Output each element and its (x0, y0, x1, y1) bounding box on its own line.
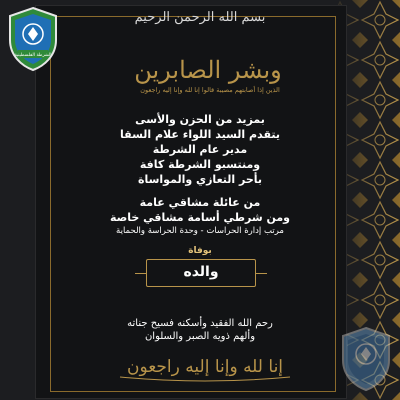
logo-caption: الشرطة الفلسطينية (14, 53, 52, 58)
basmala: بسم الله الرحمن الرحيم (134, 10, 266, 25)
death-label: بوفاة (188, 246, 212, 256)
intro-line: بمزيد من الحزن والأسى (135, 113, 265, 126)
palestinian-police-watermark-icon (338, 326, 394, 392)
closing-text: إنا لله وإنا إليه راجعون (126, 357, 284, 377)
department-line: مرتب إدارة الحراسات - وحدة الحراسة والحماية (116, 226, 284, 236)
relation-box (146, 259, 256, 287)
sender-staff-line: ومنتسبو الشرطة كافة (139, 158, 261, 171)
family-line: من عائلة مشاقي عامة (139, 196, 261, 209)
relation-text: والده (183, 264, 219, 280)
closing-calligraphy (110, 345, 300, 385)
sender-line: يتقدم السيد اللواء علام السقا (120, 128, 280, 141)
officer-line: ومن شرطي أسامة مشاقي خاصة (109, 211, 291, 224)
prayer-line-1: رحم الله الفقيد وأسكنه فسيح جناته (127, 318, 273, 329)
condolence-line: بأحر التعازي والمواساة (137, 173, 263, 186)
verse-subtitle: الذين إذا أصابتهم مصيبة قالوا إنا لله وإنا إليه راجعون (140, 86, 280, 94)
prayer-line-2: وألهم ذويه الصبر والسلوان (144, 331, 256, 342)
palestinian-police-emblem-icon (4, 6, 62, 72)
verse-text: وبشر الصابرين (134, 56, 282, 84)
sender-title-line: مدير عام الشرطة (152, 143, 248, 156)
